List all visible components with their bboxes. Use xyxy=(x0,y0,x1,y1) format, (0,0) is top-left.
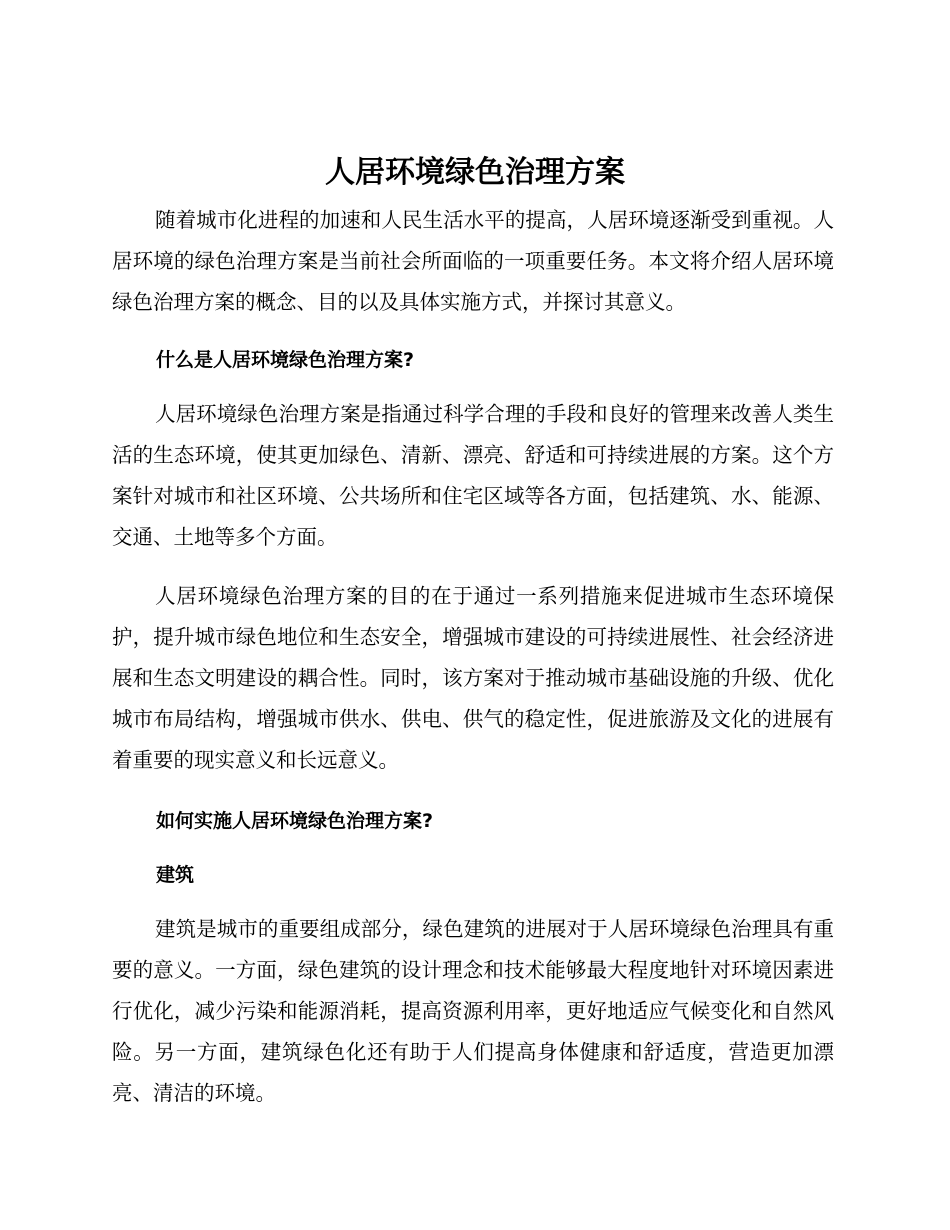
section-heading-how: 如何实施人居环境绿色治理方案? xyxy=(156,810,434,832)
intro-paragraph: 随着城市化进程的加速和人民生活水平的提高，人居环境逐渐受到重视。人居环境的绿色治理方案是当前社会所面临的一项重要任务。本文将介绍人居环境绿色治理方案的概念、目的以及具体实施方式，并探讨其意义。 xyxy=(112,208,834,314)
subsection-heading-building: 建筑 xyxy=(156,864,195,886)
document-title: 人居环境绿色治理方案 xyxy=(325,155,625,190)
purpose-paragraph: 人居环境绿色治理方案的目的在于通过一系列措施来促进城市生态环境保护，提升城市绿色地位和生态安全，增强城市建设的可持续进展性、社会经济进展和生态文明建设的耦合性。同时，该方案对于推动城市基础设施的升级、优化城市布局结构，增强城市供水、供电、供气的稳定性，促进旅游及文化的进展有着重要的现实意义和长远意义。 xyxy=(112,584,834,772)
building-paragraph: 建筑是城市的重要组成部分，绿色建筑的进展对于人居环境绿色治理具有重要的意义。一方面，绿色建筑的设计理念和技术能够最大程度地针对环境因素进行优化，减少污染和能源消耗，提高资源利用率，更好地适应气候变化和自然风险。另一方面，建筑绿色化还有助于人们提高身体健康和舒适度，营造更加漂亮、清洁的环境。 xyxy=(112,917,834,1105)
definition-paragraph: 人居环境绿色治理方案是指通过科学合理的手段和良好的管理来改善人类生活的生态环境，使其更加绿色、清新、漂亮、舒适和可持续进展的方案。这个方案针对城市和社区环境、公共场所和住宅区域等各方面，包括建筑、水、能源、交通、土地等多个方面。 xyxy=(112,402,834,549)
section-heading-what: 什么是人居环境绿色治理方案? xyxy=(156,349,415,371)
